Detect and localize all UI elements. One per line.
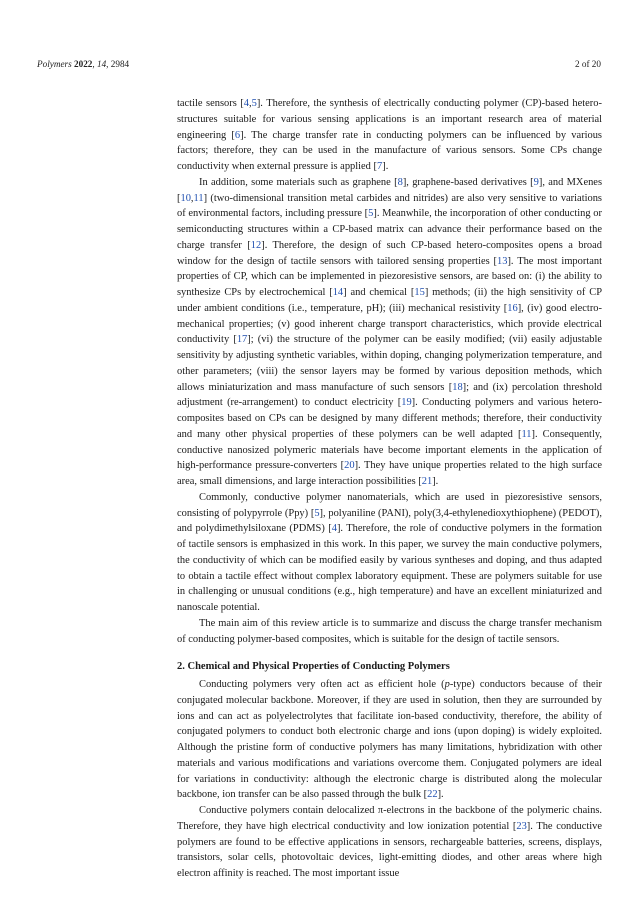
reference-link[interactable]: 9	[533, 176, 539, 188]
reference-link[interactable]: 22	[427, 789, 438, 801]
reference-link[interactable]: 13	[497, 255, 508, 267]
section-heading: 2. Chemical and Physical Properties of Conducting Polymers	[177, 661, 450, 673]
reference-link[interactable]: 14	[332, 287, 344, 298]
journal-name: Polymers	[37, 59, 72, 69]
journal-volume: 14	[96, 59, 107, 69]
reference-link[interactable]: 21	[421, 476, 433, 487]
paragraph: Commonly, conductive polymer nanomaterials, which are used in piezoresistive sensors, consisting of polypyrrole (Ppy) [5], polyaniline (PANI), poly(3,4-ethylenedioxythiophene) (PEDOT), and polydimethylsiloxane (PDMS) [4]. Therefore, the role of conductive polymers in the formation of tactile sensors is emphasized in this work. In this paper, we survey the main conductive polymers, the conductivity of which can be modified easily by various syntheses and doping, and thus adapted to obtain a tactile effect without complex laboratory equipment. These are polymers suitable for use in challenging or unusual conditions (e.g., high temperature) and have an excellent miniaturized and nanoscale potential.	[177, 491, 603, 613]
reference-link[interactable]: 23	[516, 820, 527, 832]
reference-link[interactable]: 19	[401, 397, 412, 409]
reference-link[interactable]: 10	[180, 192, 191, 204]
paragraph: tactile sensors [4,5]. Therefore, the synthesis of electrically conducting polymer (CP)-based hetero-structures suitable for various sensing applications is an important research area of material engineering [6]. The charge transfer rate in conducting polymers can be influenced by various factors; therefore, they can be used in the manufacture of various sensors. Some CPs change conductivity when external pressure is applied [7].	[177, 98, 602, 172]
page-number: 2 of 20	[574, 59, 601, 69]
article-number: 2984	[110, 59, 130, 69]
reference-link[interactable]: 17	[236, 334, 248, 346]
reference-link[interactable]: 5	[368, 208, 374, 220]
reference-link[interactable]: 11	[521, 428, 532, 440]
reference-link[interactable]: 16	[507, 302, 518, 314]
reference-link[interactable]: 6	[234, 129, 241, 141]
reference-link[interactable]: 15	[414, 287, 425, 298]
reference-link[interactable]: 7	[377, 161, 383, 172]
reference-link[interactable]: 8	[397, 176, 403, 188]
reference-link[interactable]: 5	[251, 98, 257, 109]
reference-link[interactable]: 4	[243, 98, 249, 109]
running-header	[37, 59, 601, 73]
journal-year: 2022	[74, 59, 93, 69]
section-paragraphs	[177, 677, 602, 882]
reference-link[interactable]: 18	[452, 381, 463, 393]
italic-text: p	[444, 679, 450, 690]
body-text	[177, 96, 602, 882]
paragraph: In addition, some materials such as graphene [8], graphene-based derivatives [9], and MXenes [10,11] (two-dimensional transition metal carbides and nitrides) are also very sensitive to variations of environmental factors, including pressure [5]. Meanwhile, the incorporation of other conducting or semiconducting structures within a CP-based matrix can advance their performance based on the charge transfer [12]. Therefore, the design of such CP-based hetero-composites opens a broad window for the design of tactile sensors with tailored sensing properties [13]. The most important properties of CP, which can be implemented in piezoresistive sensors, are based on: (i) the ability to synthesize CPs by electrochemical [14] and chemical [15] methods; (ii) the high sensitivity of CP under ambient conditions (i.e., temperature, pH); (iii) mechanical resistivity [16], (iv) good electro-mechanical properties; (v) good inherent charge transport characteristics, which provide electrical conductivity [17]; (vi) the structure of the polymer can be easily modified; (vii) easily adjustable sensitivity by adjusting synthetic variables, within doping, changing polymerization temperature, and other parameters; (viii) the sensor layers may be formed by various deposition methods, which allows miniaturization and mass manufacture of such sensors [18]; and (ix) percolation threshold adjustment (re-arrangement) to conduct electricity [19]. Conducting polymers and various hetero-composites based on CPs can be designed by many different methods; therefore, their conductivity and many other physical properties of these polymers can be well adapted [11]. Consequently, conductive nanosized polymeric materials have become important elements in the application of high-performance pressure-converters [20]. They have unique properties related to the high surface area, small dimensions, and large interaction possibilities [21].	[177, 176, 603, 487]
paragraph: Conducting polymers very often act as efficient hole (p-type) conductors because of their conjugated molecular backbone. Moreover, if they are used in solution, then they are surrounded by ions and can act as polyelectrolytes that facilitate ion-based conductivity, therefore, the ability of conjugated polymers to conduct both electronic charge and ions (upon doping) is widely exploited. Although the pristine form of conductive polymers has many limitations, hybridization with other materials and various modifications and variations overcome them. Conjugated polymers are ideal for variations in conductivity: although the electronic charge is distributed along the molecular backbone, ion transfer can be also passed through the bulk [22].	[177, 679, 602, 801]
reference-link[interactable]: 4	[331, 523, 337, 535]
paragraph: Conductive polymers contain delocalized π-electrons in the backbone of the polymeric chains. Therefore, they have high electrical conductivity and low ionization potential [23]. The conductive polymers are found to be effective applications in sensors, rechargeable batteries, screens, displays, transistors, solar cells, photovoltaic devices, light-emitting diodes, and other areas where high electron affinity is reached. The most important issue	[177, 805, 602, 879]
intro-paragraphs	[177, 96, 602, 647]
reference-link[interactable]: 12	[250, 239, 262, 251]
reference-link[interactable]: 11	[193, 192, 204, 204]
citation-line: Polymers 2022, 14, 2984	[37, 59, 130, 69]
reference-link[interactable]: 20	[344, 460, 355, 472]
reference-link[interactable]: 5	[314, 507, 320, 519]
paragraph: The main aim of this review article is to summarize and discuss the charge transfer mechanism of conducting polymer-based composites, which is suitable for the design of tactile sensors.	[177, 617, 602, 645]
